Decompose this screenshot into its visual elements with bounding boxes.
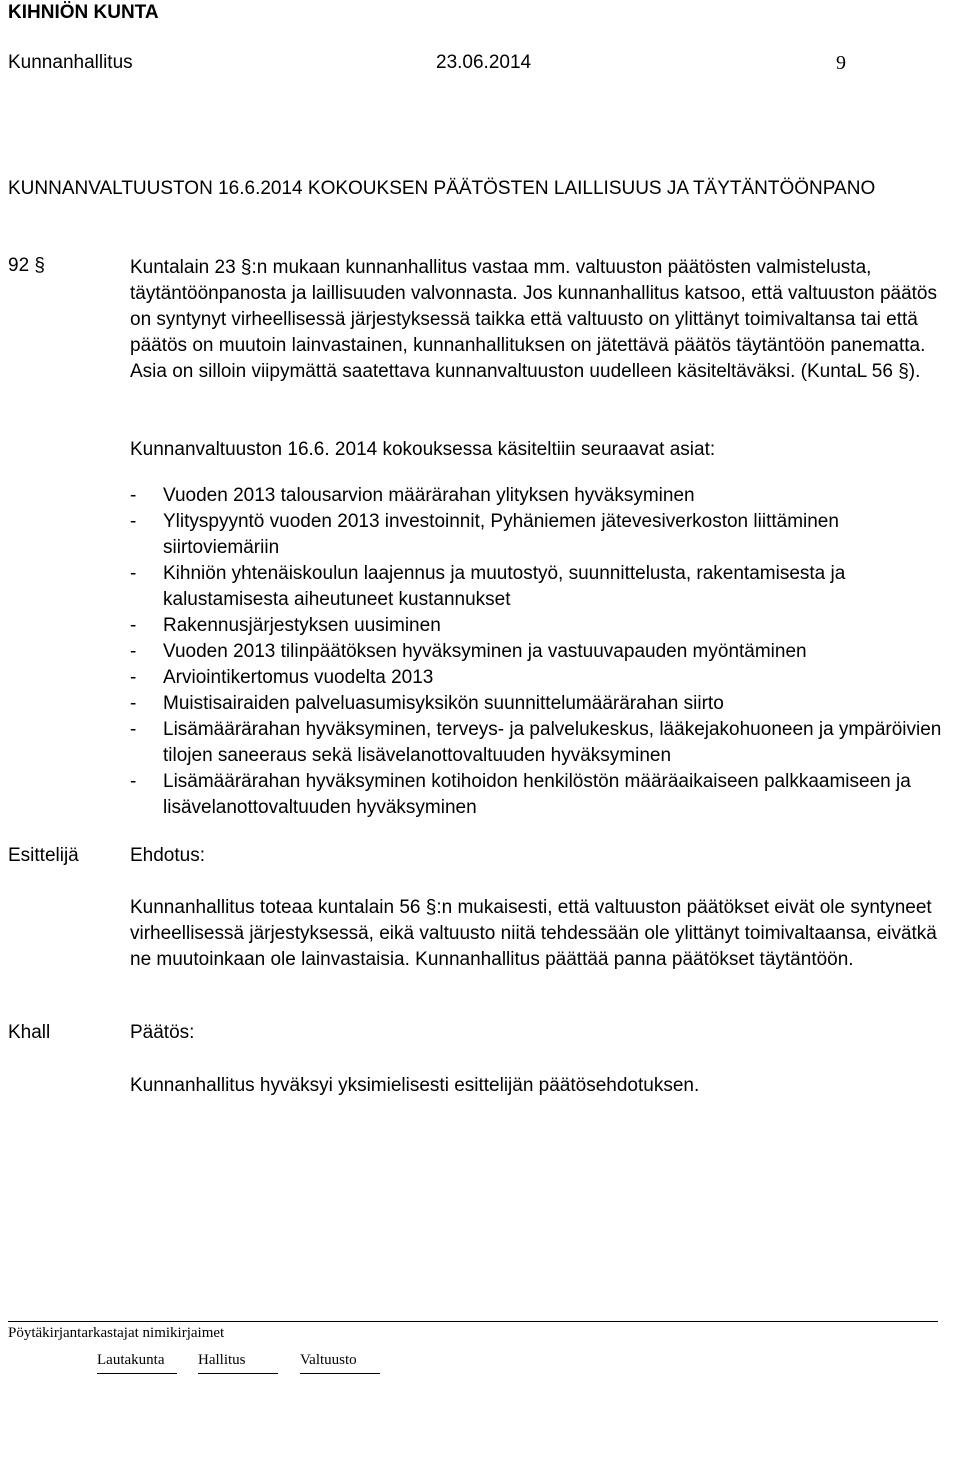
list-item [130,613,950,639]
footer-title: Pöytäkirjantarkastajat nimikirjaimet [8,1325,225,1341]
footer-divider [8,1321,938,1322]
header-date: 23.06.2014 [436,52,532,73]
presenter-label: Esittelijä [8,845,79,866]
list-item-text: Lisämäärärahan hyväksyminen kotihoidon henkilöstön määräaikaiseen palkkaamiseen ja lisävelanottovaltuuden hyväksyminen [163,771,911,818]
list-item [130,561,950,613]
signature-line-hallitus [198,1373,278,1374]
list-dash: - [130,641,137,662]
item-number: 92 § [8,255,45,276]
list-item-text: Kihniön yhtenäiskoulun laajennus ja muutostyö, suunnittelusta, rakentamisesta ja kalustamisesta aiheutuneet kustannukset [163,563,846,610]
list-dash: - [130,615,137,636]
board-label: Khall [8,1022,51,1043]
intro-paragraph: Kuntalain 23 §:n mukaan kunnanhallitus vastaa mm. valtuuston päätösten valmistelusta, täytäntöönpanosta ja laillisuuden valvonnasta. Jos kunnanhallitus katsoo, että valtuuston päätös on syntynyt virheellisessä järjestyksessä taikka että valtuusto on ylittänyt toimivaltansa tai että päätös on muutoin lainvastainen, kunnanhallituksen on jätettävä päätös täytäntöön panematta. Asia on silloin viipymättä saatettava kunnanvaltuuston uudelleen käsiteltäväksi. (KuntaL 56 §). [130,257,937,382]
page-number: 9 [836,52,846,74]
list-item-text: Vuoden 2013 talousarvion määrärahan ylityksen hyväksyminen [163,485,695,506]
list-item [130,717,950,769]
list-item-text: Rakennusjärjestyksen uusiminen [163,615,441,636]
list-dash: - [130,563,137,584]
footer-signer-hallitus: Hallitus [198,1352,246,1368]
decision-paragraph: Kunnanhallitus hyväksyi yksimielisesti esittelijän päätösehdotuksen. [130,1075,700,1096]
list-item-text: Vuoden 2013 tilinpäätöksen hyväksyminen ja vastuuvapauden myöntäminen [163,641,807,662]
signature-line-valtuusto [300,1373,380,1374]
footer-signer-lautakunta: Lautakunta [97,1352,165,1368]
organization-name: KIHNIÖN KUNTA [8,2,159,23]
list-item [130,665,950,691]
header-body-name: Kunnanhallitus [8,52,133,73]
list-item-text: Muistisairaiden palveluasumisyksikön suunnittelumäärärahan siirto [163,693,724,714]
meeting-paragraph: Kunnanvaltuuston 16.6. 2014 kokouksessa käsiteltiin seuraavat asiat: [130,439,716,460]
list-dash: - [130,667,137,688]
item-title: KUNNANVALTUUSTON 16.6.2014 KOKOUKSEN PÄÄTÖSTEN LAILLISUUS JA TÄYTÄNTÖÖNPANO [8,178,876,199]
list-item [130,639,950,665]
list-dash: - [130,693,137,714]
list-item [130,483,950,509]
list-item-text: Arviointikertomus vuodelta 2013 [163,667,434,688]
decision-label: Päätös: [130,1022,195,1043]
list-item-text: Ylityspyyntö vuoden 2013 investoinnit, Pyhäniemen jätevesiverkoston liittäminen siirtoviemäriin [163,511,839,558]
agenda-list [130,483,950,821]
signature-line-lautakunta [97,1373,177,1374]
list-item [130,691,950,717]
list-item-text: Lisämäärärahan hyväksyminen, terveys- ja palvelukeskus, lääkejakohuoneen ja ympäröivien tilojen saneeraus sekä lisävelanottovaltuuden hyväksyminen [163,719,942,766]
list-dash: - [130,485,137,506]
list-item [130,769,950,821]
list-dash: - [130,771,137,792]
proposal-label: Ehdotus: [130,845,205,866]
list-item [130,509,950,561]
footer-signer-valtuusto: Valtuusto [300,1352,357,1368]
list-dash: - [130,511,137,532]
list-dash: - [130,719,137,740]
proposal-paragraph: Kunnanhallitus toteaa kuntalain 56 §:n mukaisesti, että valtuuston päätökset eivät ole syntyneet virheellisessä järjestyksessä, eikä valtuusto niitä tehdessään ole ylittänyt toimivaltaansa, eivätkä ne muutoinkaan ole lainvastaisia. Kunnanhallitus päättää panna päätökset täytäntöön. [130,897,937,970]
